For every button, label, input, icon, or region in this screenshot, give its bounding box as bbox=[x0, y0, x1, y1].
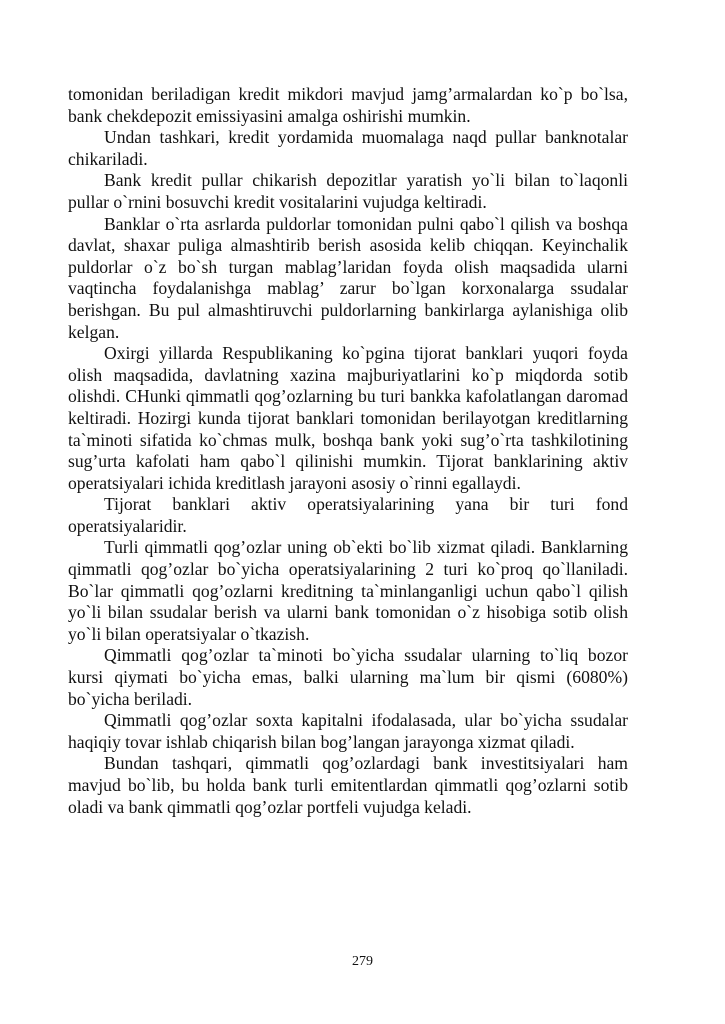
paragraph-credit-money: Bank kredit pullar chikarish depozitlar yaratish yo`li bilan to`laqonli pullar o`rnini bosuvchi kredit vositalarini vujudga keltiradi. bbox=[68, 170, 628, 212]
paragraph-fictitious-capital: Qimmatli qog’ozlar soxta kapitalni ifodalasada, ular bo`yicha ssudalar haqiqiy tovar ishlab chiqarish bilan bog’langan jarayonga xizmat qiladi. bbox=[68, 710, 628, 752]
paragraph-bank-history: Banklar o`rta asrlarda puldorlar tomonidan pulni qabo`l qilish va boshqa davlat, shaxar puliga almashtirib berish asosida kelib chiqqan. Keyinchalik puldorlar o`z bo`sh turgan mablag’laridan foyda olish maqsadida ularni vaqtincha foydalanishga mablag’ zarur bo`lgan korxonalarga ssudalar berishgan. Bu pul almashtiruvchi puldorlarning bankirlarga aylanishiga olib kelgan. bbox=[68, 213, 628, 342]
paragraph-securities-operations: Turli qimmatli qog’ozlar uning ob`ekti bo`lib xizmat qiladi. Banklarning qimmatli qog’ozlar bo`yicha operatsiyalarining 2 turi ko`proq qo`llaniladi. Bo`lar qimmatli qog’ozlarni kreditning ta`minlanganligi uchun qabo`l qilish yo`li bilan ssudalar berish va ularni bank tomonidan o`z hisobiga sotib olish yo`li bilan operatsiyalar o`tkazish. bbox=[68, 537, 628, 644]
paragraph-bank-investments: Bundan tashqari, qimmatli qog’ozlardagi bank investitsiyalari ham mavjud bo`lib, bu holda bank turli emitentlardan qimmatli qog’ozlarni sotib oladi va bank qimmatli qog’ozlar portfeli vujudga keladi. bbox=[68, 753, 628, 817]
paragraph-credit-banknotes: Undan tashkari, kredit yordamida muomalaga naqd pullar banknotalar chikariladi. bbox=[68, 127, 628, 169]
paragraph-fund-operations: Tijorat banklari aktiv operatsiyalarining yana bir turi fond operatsiyalaridir. bbox=[68, 494, 628, 536]
paragraph-continuation: tomonidan beriladigan kredit mikdori mavjud jamg’armalardan ko`p bo`lsa, bank chekdepozit emissiyasini amalga oshirishi mumkin. bbox=[68, 84, 628, 126]
page-body bbox=[68, 84, 628, 818]
paragraph-treasury-securities: Oxirgi yillarda Respublikaning ko`pgina tijorat banklari yuqori foyda olish maqsadida, davlatning xazina majburiyatlarini ko`p miqdorda sotib olishdi. CHunki qimmatli qog’ozlarning bu turi bankka kafolatlangan daromad keltiradi. Hozirgi kunda tijorat banklari tomonidan berilayotgan kreditlarning ta`minoti sifatida ko`chmas mulk, boshqa bank yoki sug’o`rta tashkilotining sug’urta kafolati ham qabo`l qilinishi mumkin. Tijorat banklarining aktiv operatsiyalari ichida kreditlash jarayoni asosiy o`rinni egallaydi. bbox=[68, 343, 628, 493]
page-number: 279 bbox=[352, 954, 373, 969]
paragraph-securities-loans: Qimmatli qog’ozlar ta`minoti bo`yicha ssudalar ularning to`liq bozor kursi qiymati bo`yicha emas, balki ularning ma`lum bir qismi (6080%) bo`yicha beriladi. bbox=[68, 645, 628, 709]
